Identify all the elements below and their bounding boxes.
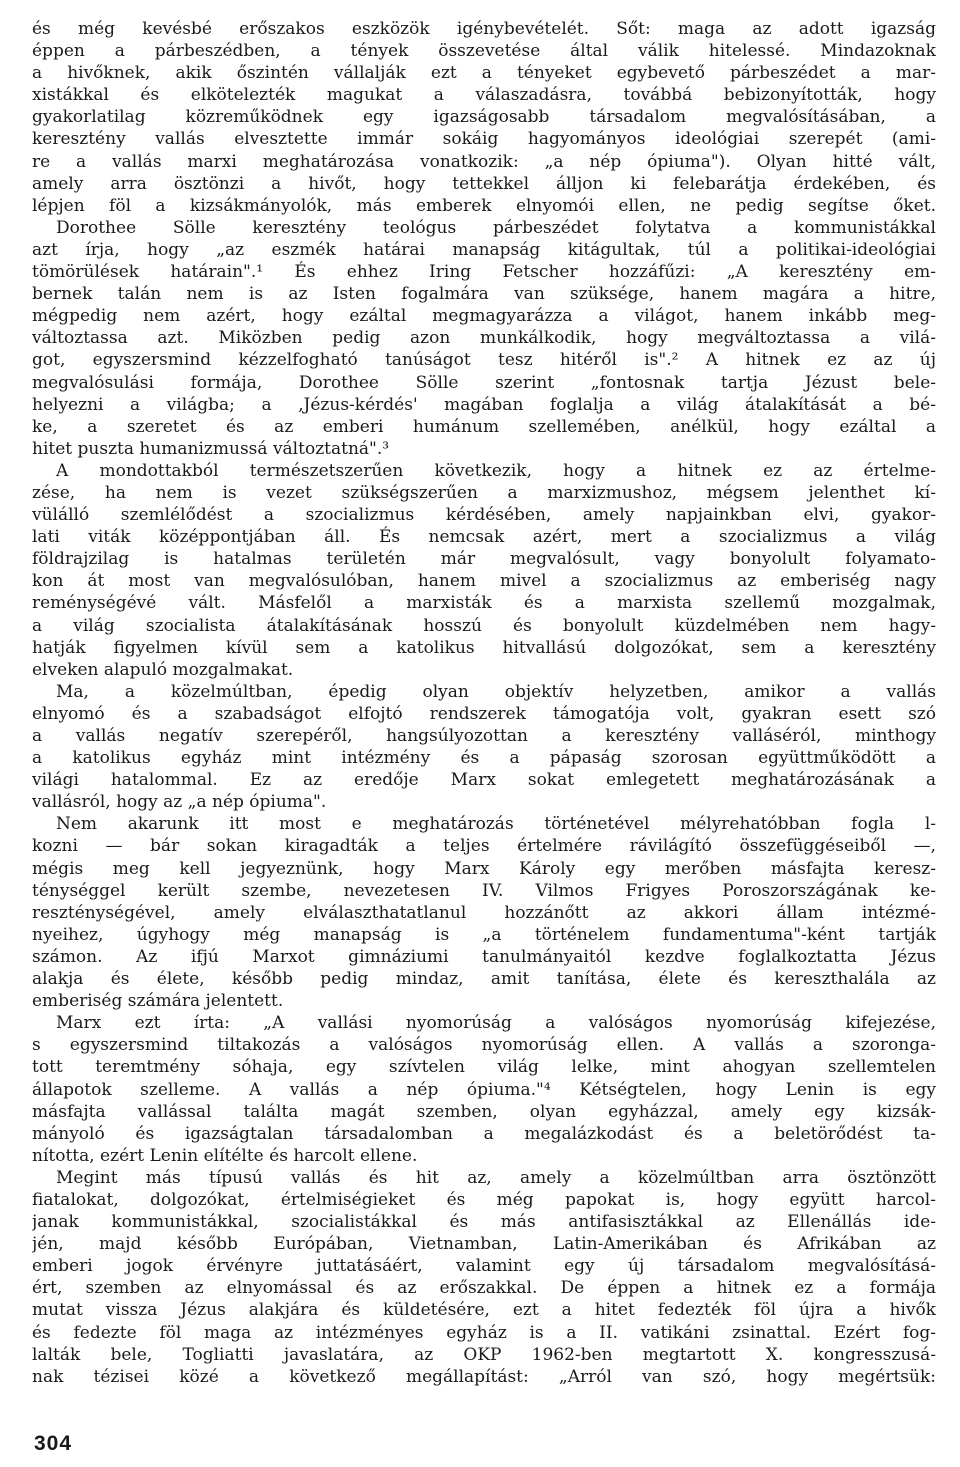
text-line: tott teremtmény sóhaja, egy szívtelen világ lelke, mint ahogyan szellemtelen [32, 1057, 936, 1078]
text-line: kon át most van megvalósulóban, hanem mivel a szocializmus az emberiség nagy [32, 571, 936, 592]
text-line: lalták bele, Togliatti javaslatára, az OKP 1962-ben megtartott X. kongresszusá- [32, 1344, 936, 1365]
text-line: elnyomó és a szabadságot elfojtó rendszerek támogatója volt, gyakran esett szó [32, 703, 936, 724]
text-line: amely arra ösztönzi a hivőt, hogy tettekkel álljon ki felebarátja érdekében, és [32, 173, 936, 194]
text-line: éppen a párbeszédben, a tények összevetése által válik hitelessé. Mindazoknak [32, 41, 936, 62]
text-line: azt írja, hogy „az eszmék határai manapság kitágultak, túl a politikai-ideológiai [32, 239, 936, 260]
text-line: nította, ezért Lenin elítélte és harcolt ellene. [32, 1145, 418, 1166]
text-line: re a vallás marxi meghatározása vonatkozik: „a nép ópiuma"). Olyan hitté vált, [32, 151, 936, 172]
text-line: és fedezte föl maga az intézményes egyház is a II. vatikáni zsinattal. Ezért fog- [32, 1322, 936, 1343]
text-line: alakja és élete, később pedig mindaz, amit tanítása, élete és kereszthalála az [32, 969, 936, 990]
text-line: emberiség számára jelentett. [32, 991, 284, 1012]
text-line: fiatalokat, dolgozókat, értelmiségieket és még papokat is, hogy együtt harcol- [32, 1189, 936, 1210]
text-line: mégis meg kell jegyeznünk, hogy Marx Károly egy merőben másfajta keresz- [32, 858, 936, 879]
text-line: zése, ha nem is vezet szükségszerűen a marxizmushoz, mégsem jelenthet kí- [32, 482, 936, 503]
text-line: ért, szemben az elnyomással és az erőszakkal. De éppen a hitnek ez a formája [32, 1278, 936, 1299]
text-line: s egyszersmind tiltakozás a valóságos nyomorúság ellen. A vallás a szoronga- [32, 1035, 936, 1056]
text-line: Nem akarunk itt most e meghatározás történetével mélyrehatóbban fogla l- [56, 814, 936, 835]
text-line: Dorothee Sölle keresztény teológus párbeszédet folytatva a kommunistákkal [56, 217, 936, 238]
text-line: és még kevésbé erőszakos eszközök igénybevételét. Sőt: maga az adott igazság [32, 19, 936, 39]
text-line: elveken alapuló mozgalmakat. [32, 659, 294, 680]
text-line: kozni — bár sokan kiragadták a teljes értelmére rávilágító összefüggéseiből —, [32, 836, 936, 857]
text-line: mutat vissza Jézus alakjára és küldetésére, ezt a hitet fedezték föl újra a hivők [32, 1300, 936, 1321]
text-line: a vallás negatív szerepéről, hangsúlyozottan a keresztény valláséról, minthogy [32, 726, 936, 746]
text-line: janak kommunistákkal, szocialistákkal és más antifasisztákkal az Ellenállás ide- [32, 1212, 936, 1233]
body-text [32, 18, 936, 1388]
text-line: a katolikus egyház mint intézmény és a pápaság szorosan együttműködött a [32, 748, 936, 769]
text-line: változtassa azt. Miközben pedig azon munkálkodik, hogy megváltoztassa a vilá- [32, 328, 936, 349]
text-line: megvalósulási formája, Dorothee Sölle szerint „fontosnak tartja Jézust bele- [32, 372, 936, 393]
text-line: a hivőknek, akik őszintén vállalják ezt a tényeket egybevető párbeszédet a mar- [32, 63, 936, 84]
text-line: földrajzilag is hatalmas területén már megvalósult, vagy bonyolult folyamato- [32, 549, 936, 570]
text-line: mányoló és igazságtalan társadalomban a megalázkodást és a beletörődést ta- [32, 1123, 936, 1144]
text-line: reszténységével, amely elválaszthatatlanul hozzánőtt az akkori állam intézmé- [32, 902, 936, 923]
text-line: Megint más típusú vallás és hit az, amely a közelmúltban arra ösztönzött [56, 1167, 936, 1188]
text-line: ke, a szeretet és az emberi humánum szellemében, anélkül, hogy ezáltal a [32, 416, 936, 437]
text-line: Marx ezt írta: „A vallási nyomorúság a valóságos nyomorúság kifejezése, [56, 1013, 936, 1034]
text-line: vallásról, hogy az „a nép ópiuma". [32, 792, 327, 813]
text-line: Ma, a közelmúltban, épedig olyan objektív helyzetben, amikor a vallás [56, 681, 936, 702]
text-line: a világ szocialista átalakításának hosszú és bonyolult küzdelmében nem hagy- [32, 615, 936, 636]
text-line: helyezni a világba; a ‚Jézus-kérdés' magában foglalja a világ átalakítását a bé- [32, 394, 936, 415]
page-number: 304 [34, 1432, 73, 1455]
text-line: tömörülések határain".¹ És ehhez Iring Fetscher hozzáfűzi: „A keresztény em- [32, 262, 936, 283]
text-line: hatják figyelmen kívül sem a katolikus hitvallású dolgozókat, sem a keresztény [32, 637, 936, 658]
text-line: xistákkal és elkötelezték magukat a válaszadásra, továbbá bebizonyították, hogy [32, 85, 936, 106]
text-line: lépjen föl a kizsákmányolók, más emberek elnyomói ellen, ne pedig segítse őket. [32, 195, 936, 216]
text-line: got, egyszersmind kézzelfogható tanúságot tesz hitéről is".² A hitnek ez az új [32, 350, 936, 371]
text-line: ténységgel került szembe, nevezetesen IV. Vilmos Frigyes Poroszországának ke- [32, 880, 936, 901]
text-line: világi hatalommal. Ez az eredője Marx sokat emlegetett meghatározásának a [32, 770, 936, 791]
text-line: másfajta vallással találta magát szemben, olyan egyházzal, amely egy kizsák- [32, 1101, 936, 1122]
text-line: gyakorlatilag közreműködnek egy igazságosabb társadalom megvalósításában, a [32, 107, 936, 128]
text-line: lati viták középpontjában áll. És nemcsak azért, mert a szocializmus a világ [32, 527, 936, 548]
text-line: állapotok szelleme. A vallás a nép ópiuma."⁴ Kétségtelen, hogy Lenin is egy [32, 1079, 936, 1100]
text-line: emberi jogok érvényre juttatásáért, valamint egy új társadalom megvalósításá- [32, 1256, 936, 1277]
text-line: nak tézisei közé a következő megállapítást: „Arról van szó, hogy megértsük: [32, 1366, 936, 1387]
text-line: A mondottakból természetszerűen következik, hogy a hitnek ez az értelme- [56, 460, 936, 481]
text-line: bernek talán nem is az Isten fogalmára van szüksége, hanem magára a hitre, [32, 284, 936, 305]
text-line: nyeihez, úgyhogy még manapság is „a történelem fundamentuma"-ként tartják [32, 924, 936, 945]
text-line: mégpedig nem azért, hogy ezáltal megmagyarázza a világot, hanem inkább meg- [32, 306, 936, 327]
text-line: hitet puszta humanizmussá változtatná".³ [32, 438, 390, 459]
text-line: keresztény vallás elvesztette immár sokáig hagyományos ideológiai szerepét (ami- [32, 129, 936, 150]
text-line: jén, majd később Európában, Vietnamban, Latin-Amerikában és Afrikában az [32, 1234, 936, 1255]
text-line: reménységévé vált. Másfelől a marxisták és a marxista szellemű mozgalmak, [32, 593, 936, 614]
text-line: számon. Az ifjú Marxot gimnáziumi tanulmányaitól kezdve foglalkoztatta Jézus [32, 946, 936, 967]
text-line: vülálló szemlélődést a szocializmus kérdésében, amely napjainkban elvi, gyakor- [32, 505, 936, 526]
